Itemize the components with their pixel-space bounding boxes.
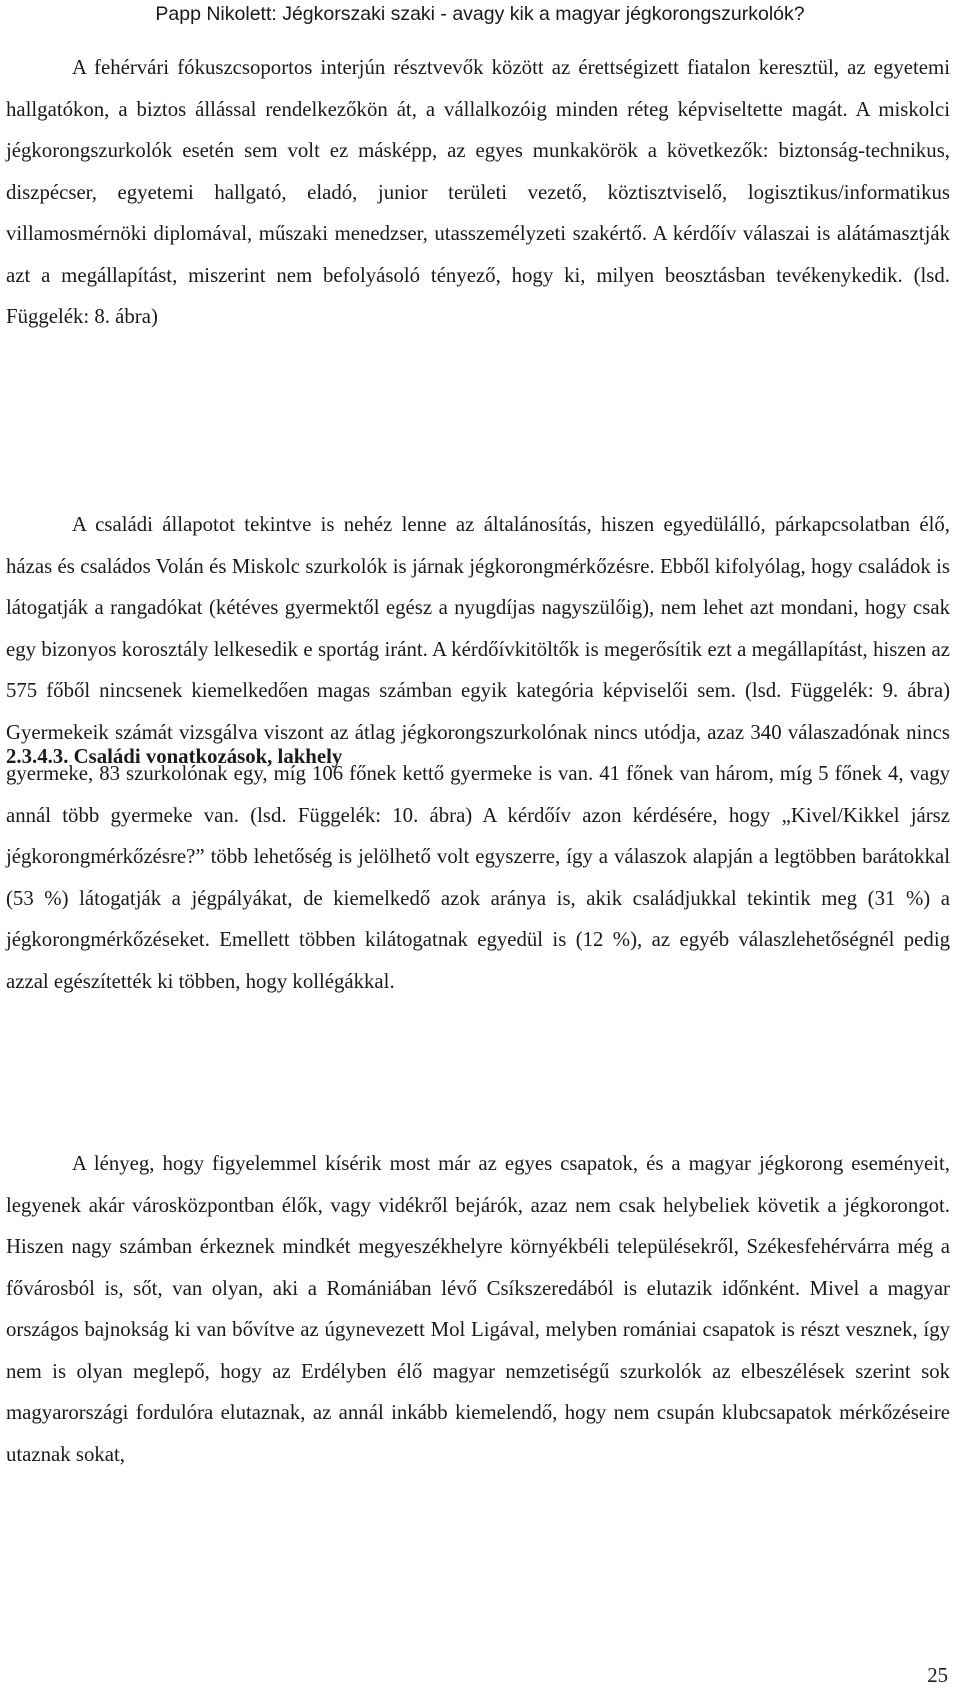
body-paragraph: A lényeg, hogy figyelemmel kísérik most már az egyes csapatok, és a magyar jégkorong eseményeit, legyenek akár városközpontban élők, vagy vidékről bejárók, azaz nem csak helybeliek követik a jégkorongot. Hiszen nagy számban érkeznek mindkét megyeszékhelyre környékbéli településekről, Székesfehérvárra még a fővárosból is, sőt, van olyan, aki a Romániában lévő Csíkszeredából is elutazik időnként. Mivel a magyar országos bajnokság ki van bővítve az úgynevezett Mol Ligával, melyben romániai csapatok is részt vesznek, így nem is olyan meglepő, hogy az Erdélyben élő magyar nemzetiségű szurkolók az elbeszélések szerint sok magyarországi fordulóra elutaznak, az annál inkább kiemelendő, hogy nem csupán klubcsapatok mérkőzéseire utaznak sokat, (6, 1152, 950, 1466)
body-paragraph: A családi állapotot tekintve is nehéz lenne az általánosítás, hiszen egyedülálló, párkapcsolatban élő, házas és családos Volán és Miskolc szurkolók is járnak jégkorongmérkőzésre. Ebből kifolyólag, hogy családok is látogatják a rangadókat (kétéves gyermektől egész a nyugdíjas nagyszülőig), nem lehet azt mondani, hogy csak egy bizonyos korosztály lelkesedik e sportág iránt. A kérdőívkitöltők is megerősítik ezt a megállapítást, hiszen az 575 főből nincsenek kiemelkedően magas számban egyik kategória képviselői sem. (lsd. Függelék: 9. ábra) Gyermekeik számát vizsgálva viszont az átlag jégkorongszurkolónak nincs utódja, azaz 340 válaszadónak nincs gyermeke, 83 szurkolónak egy, míg 106 főnek kettő gyermeke is van. 41 főnek van három, míg 5 főnek 4, vagy annál több gyermeke van. (lsd. Függelék: 10. ábra) A kérdőív azon kérdésére, hogy „Kivel/Kikkel jársz jégkorongmérkőzésre?” több lehetőség is jelölhető volt egyszerre, így a válaszok alapján a legtöbben barátokkal (53 %) látogatják a jégpályákat, de kiemelkedő azok aránya is, akik családjukkal tekintik meg (31 %) a jégkorongmérkőzéseket. Emellett többen kilátogatnak egyedül is (12 %), az egyéb válaszlehetőségnél pedig azzal egészítették ki többen, hogy kollégákkal. (6, 513, 950, 993)
body-paragraph: A fehérvári fókuszcsoportos interjún résztvevők között az érettségizett fiatalon keresztül, az egyetemi hallgatókon, a biztos állással rendelkezőkön át, a vállalkozóig minden réteg képviseltette magát. A miskolci jégkorongszurkolók esetén sem volt ez másképp, az egyes munkakörök a következők: biztonság-technikus, diszpécser, egyetemi hallgató, eladó, junior területi vezető, köztisztviselő, logisztikus/informatikus villamosmérnöki diplomával, műszaki menedzser, utasszemélyzeti szakértő. A kérdőív válaszai is alátámasztják azt a megállapítást, miszerint nem befolyásoló tényező, hogy ki, milyen beosztásban tevékenykedik. (lsd. Függelék: 8. ábra) (6, 56, 950, 328)
running-header: Papp Nikolett: Jégkorszaki szaki - avagy kik a magyar jégkorongszurkolók? (155, 3, 805, 25)
section-heading: 2.3.4.3. Családi vonatkozások, lakhely (6, 745, 343, 768)
page-number: 25 (927, 1664, 948, 1687)
